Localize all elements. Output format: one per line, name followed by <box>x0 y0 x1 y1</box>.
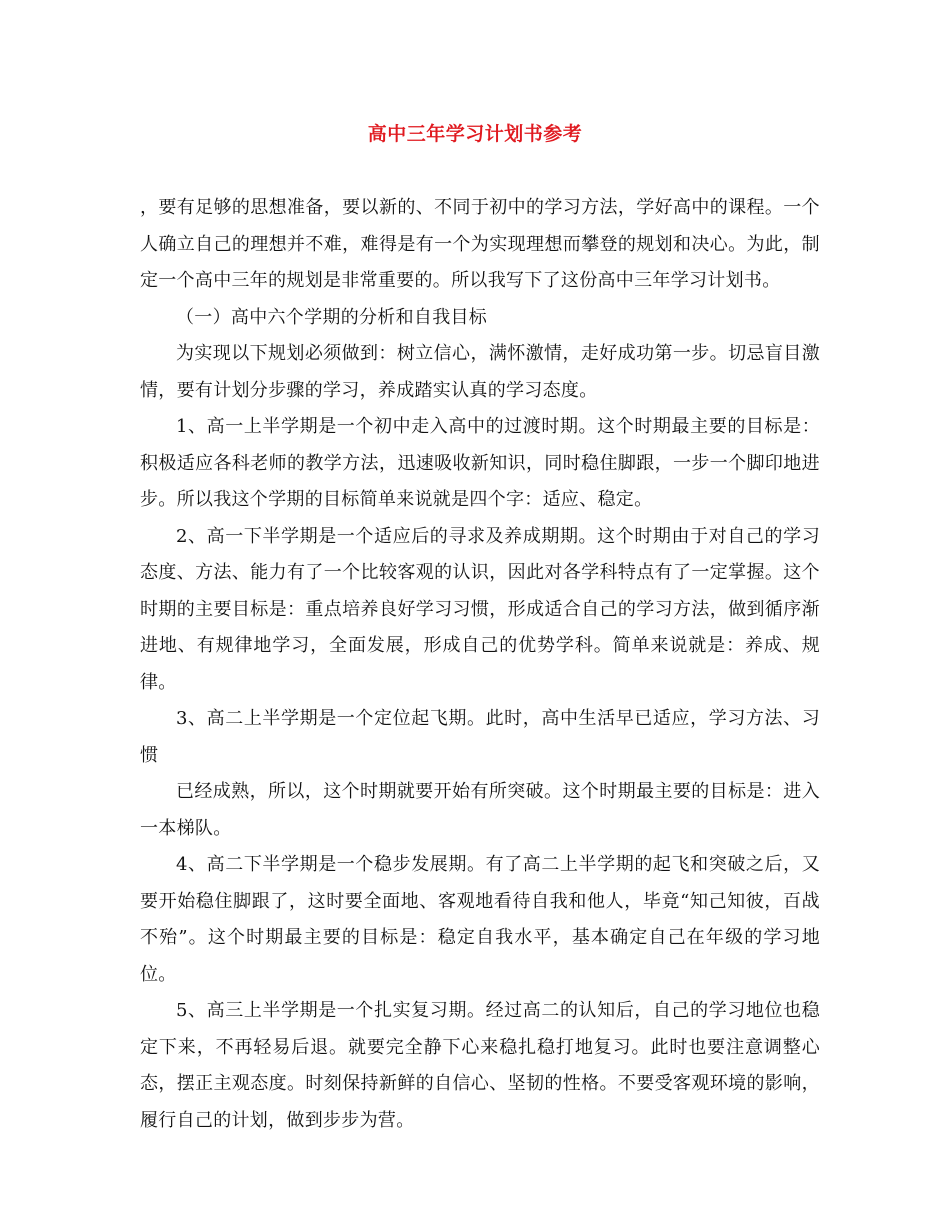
paragraph-term-3: 3、高二上半学期是一个定位起飞期。此时，高中生活早已适应，学习方法、习惯 <box>140 708 820 766</box>
paragraph-intro: ，要有足够的思想准备，要以新的、不同于初中的学习方法，学好高中的课程。一个人确立自己的理想并不难，难得是有一个为实现理想而攀登的规划和决心。为此，制定一个高中三年的规划是非常重要的。所以我写下了这份高中三年学习计划书。 <box>140 197 820 291</box>
paragraph-term-4: 4、高二下半学期是一个稳步发展期。有了高二上半学期的起飞和突破之后，又要开始稳住脚跟了，这时要全面地、客观地看待自我和他人，毕竟“知己知彼，百战不殆”。这个时期最主要的目标是：稳定自我水平，基本确定自己在年级的学习地位。 <box>140 854 820 985</box>
paragraph-term-2: 2、高一下半学期是一个适应后的寻求及养成期期。这个时期由于对自己的学习态度、方法、能力有了一个比较客观的认识，因此对各学科特点有了一定掌握。这个时期的主要目标是：重点培养良好学习习惯，形成适合自己的学习方法，做到循序渐进地、有规律地学习，全面发展，形成自己的优势学科。简单来说就是：养成、规律。 <box>140 525 820 693</box>
paragraph-requirements: 为实现以下规划必须做到：树立信心，满怀激情，走好成功第一步。切忌盲目激情，要有计划分步骤的学习，养成踏实认真的学习态度。 <box>140 343 820 401</box>
section-heading: （一）高中六个学期的分析和自我目标 <box>176 306 488 328</box>
document-title: 高中三年学习计划书参考 <box>367 123 583 145</box>
paragraph-term-3-continued: 已经成熟，所以，这个时期就要开始有所突破。这个时期最主要的目标是：进入一本梯队。 <box>140 781 820 839</box>
paragraph-term-5: 5、高三上半学期是一个扎实复习期。经过高二的认知后，自己的学习地位也稳定下来，不再轻易后退。就要完全静下心来稳扎稳打地复习。此时也要注意调整心态，摆正主观态度。时刻保持新鲜的自信心、坚韧的性格。不要受客观环境的影响，履行自己的计划，做到步步为营。 <box>140 1000 820 1131</box>
paragraph-term-1: 1、高一上半学期是一个初中走入高中的过渡时期。这个时期最主要的目标是：积极适应各科老师的教学方法，迅速吸收新知识，同时稳住脚跟，一步一个脚印地进步。所以我这个学期的目标简单来说就是四个字：适应、稳定。 <box>140 416 820 510</box>
document-body <box>140 190 820 1139</box>
